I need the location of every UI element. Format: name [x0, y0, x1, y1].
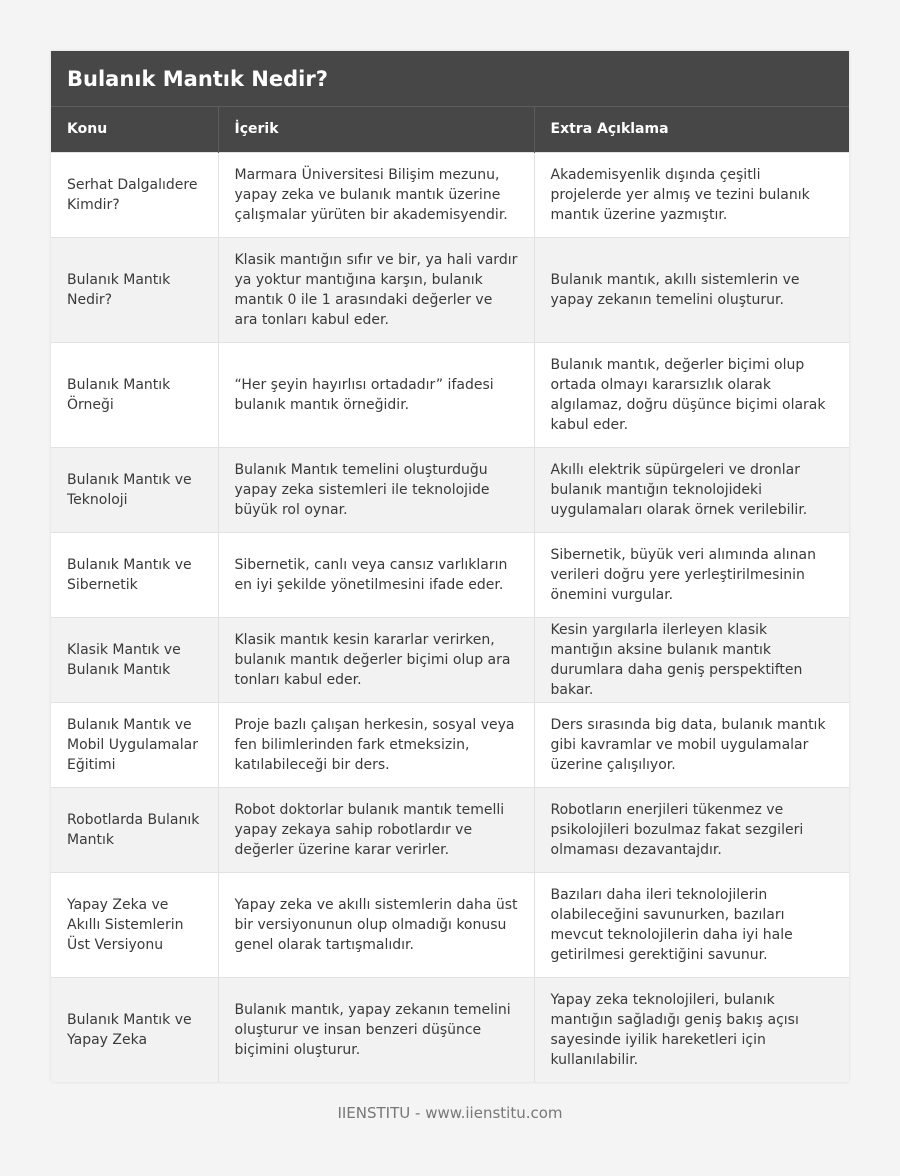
cell-konu: Serhat Dalgalıdere Kimdir?: [51, 152, 218, 237]
table-row: [51, 872, 849, 977]
cell-extra: Sibernetik, büyük veri alımında alınan verileri doğru yere yerleştirilmesinin önemini vurgular.: [534, 532, 849, 617]
cell-extra: Bulanık mantık, akıllı sistemlerin ve yapay zekanın temelini oluşturur.: [534, 237, 849, 342]
cell-extra: Ders sırasında big data, bulanık mantık gibi kavramlar ve mobil uygulamalar üzerine çalışılıyor.: [534, 702, 849, 787]
cell-extra: Akademisyenlik dışında çeşitli projelerde yer almış ve tezini bulanık mantık üzerine yazmıştır.: [534, 152, 849, 237]
cell-konu: Klasik Mantık ve Bulanık Mantık: [51, 617, 218, 702]
column-header-icerik: İçerik: [218, 107, 534, 152]
table-row: [51, 447, 849, 532]
cell-konu: Bulanık Mantık ve Teknoloji: [51, 447, 218, 532]
table-row: [51, 977, 849, 1082]
table-row: [51, 342, 849, 447]
cell-extra: Bazıları daha ileri teknolojilerin olabileceğini savunurken, bazıları mevcut teknolojilerin daha iyi hale getirilmesi gerektiğini savunur.: [534, 872, 849, 977]
cell-icerik: Sibernetik, canlı veya cansız varlıkların en iyi şekilde yönetilmesini ifade eder.: [218, 532, 534, 617]
table-header-row: [51, 107, 849, 152]
cell-icerik: Marmara Üniversitesi Bilişim mezunu, yapay zeka ve bulanık mantık üzerine çalışmalar yürüten bir akademisyendir.: [218, 152, 534, 237]
cell-icerik: Yapay zeka ve akıllı sistemlerin daha üst bir versiyonunun olup olmadığı konusu genel olarak tartışmalıdır.: [218, 872, 534, 977]
cell-konu: Yapay Zeka ve Akıllı Sistemlerin Üst Versiyonu: [51, 872, 218, 977]
cell-icerik: Klasik mantığın sıfır ve bir, ya hali vardır ya yoktur mantığına karşın, bulanık mantık 0 ile 1 arasındaki değerler ve ara tonları kabul eder.: [218, 237, 534, 342]
cell-icerik: Klasik mantık kesin kararlar verirken, bulanık mantık değerler biçimi olup ara tonları kabul eder.: [218, 617, 534, 702]
title-bar: [51, 51, 849, 107]
table-row: [51, 532, 849, 617]
cell-konu: Robotlarda Bulanık Mantık: [51, 787, 218, 872]
cell-icerik: Proje bazlı çalışan herkesin, sosyal veya fen bilimlerinden fark etmeksizin, katılabileceği bir ders.: [218, 702, 534, 787]
footer-credit: IIENSTITU - www.iienstitu.com: [337, 1104, 563, 1122]
cell-icerik: Bulanık mantık, yapay zekanın temelini oluşturur ve insan benzeri düşünce biçimini oluşturur.: [218, 977, 534, 1082]
table-row: [51, 702, 849, 787]
cell-konu: Bulanık Mantık ve Sibernetik: [51, 532, 218, 617]
cell-icerik: Robot doktorlar bulanık mantık temelli yapay zekaya sahip robotlardır ve değerler üzerine karar verirler.: [218, 787, 534, 872]
cell-extra: Kesin yargılarla ilerleyen klasik mantığın aksine bulanık mantık durumlara daha geniş perspektiften bakar.: [534, 617, 849, 702]
content-card: [51, 51, 849, 1082]
cell-icerik: “Her şeyin hayırlısı ortadadır” ifadesi bulanık mantık örneğidir.: [218, 342, 534, 447]
page-title: Bulanık Mantık Nedir?: [67, 66, 328, 91]
table-row: [51, 787, 849, 872]
table-row: [51, 237, 849, 342]
cell-konu: Bulanık Mantık ve Yapay Zeka: [51, 977, 218, 1082]
cell-icerik: Bulanık Mantık temelini oluşturduğu yapay zeka sistemleri ile teknolojide büyük rol oynar.: [218, 447, 534, 532]
table-row: [51, 152, 849, 237]
cell-extra: Robotların enerjileri tükenmez ve psikolojileri bozulmaz fakat sezgileri olmaması dezavantajdır.: [534, 787, 849, 872]
cell-extra: Yapay zeka teknolojileri, bulanık mantığın sağladığı geniş bakış açısı sayesinde iyilik hareketleri için kullanılabilir.: [534, 977, 849, 1082]
cell-extra: Akıllı elektrik süpürgeleri ve dronlar bulanık mantığın teknolojideki uygulamaları olarak örnek verilebilir.: [534, 447, 849, 532]
cell-konu: Bulanık Mantık Nedir?: [51, 237, 218, 342]
table-row: [51, 617, 849, 702]
cell-konu: Bulanık Mantık ve Mobil Uygulamalar Eğitimi: [51, 702, 218, 787]
info-table: [51, 107, 849, 1082]
cell-konu: Bulanık Mantık Örneği: [51, 342, 218, 447]
column-header-konu: Konu: [51, 107, 218, 152]
cell-extra: Bulanık mantık, değerler biçimi olup ortada olmayı kararsızlık olarak algılamaz, doğru düşünce biçimi olarak kabul eder.: [534, 342, 849, 447]
column-header-extra-aciklama: Extra Açıklama: [534, 107, 849, 152]
